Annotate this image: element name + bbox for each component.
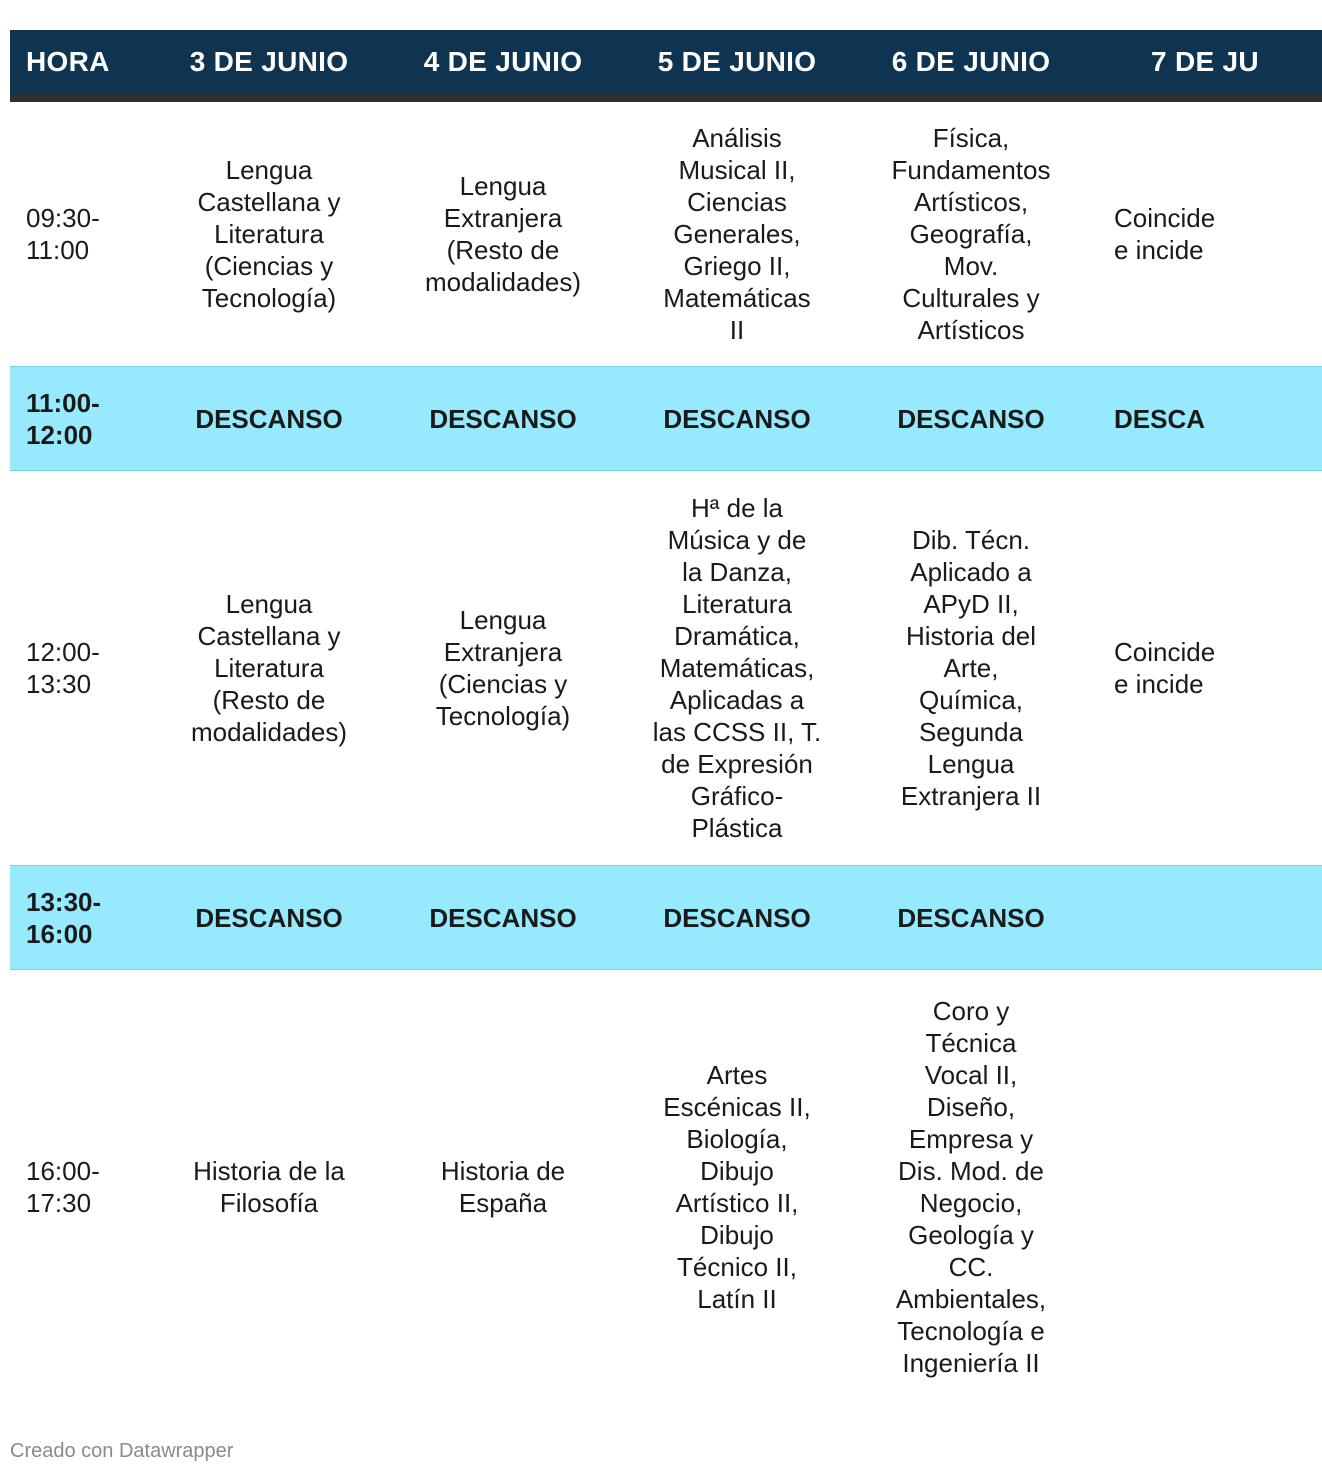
exam-cell: Historia de la Filosofía — [193, 1156, 345, 1218]
time-cell: 16:00- 17:30 — [26, 1156, 100, 1218]
exam-cell: Coincide e incide — [1114, 203, 1216, 265]
exam-schedule-table — [10, 30, 1322, 1404]
exam-cell: Historia de España — [440, 1156, 566, 1218]
table-row — [10, 970, 1322, 1405]
table-row — [10, 471, 1322, 866]
break-cell: DESCANSO — [152, 367, 386, 471]
break-cell: DESCANSO — [386, 866, 620, 970]
break-cell: DESCANSO — [620, 367, 854, 471]
exam-cell: Lengua Extranjera (Resto de modalidades) — [424, 171, 582, 297]
exam-cell: Hª de la Música y de la Danza, Literatura Dramática, Matemáticas, Aplicadas a las CCSS II, T. de Expresión Gráfico- Plástica — [652, 493, 822, 843]
column-header-day: 5 DE JUNIO — [620, 30, 854, 98]
break-cell: DESCA — [1088, 367, 1322, 471]
datawrapper-credit: Creado con Datawrapper — [10, 1440, 234, 1462]
exam-cell: Lengua Extranjera (Ciencias y Tecnología) — [435, 605, 571, 731]
break-cell: DESCANSO — [854, 866, 1088, 970]
table-row — [10, 98, 1322, 367]
exam-cell: Física, Fundamentos Artísticos, Geografía, Mov. Culturales y Artísticos — [891, 123, 1051, 345]
exam-cell: Análisis Musical II, Ciencias Generales, Griego II, Matemáticas II — [663, 123, 811, 345]
header-row — [10, 30, 1322, 98]
column-header-day: 6 DE JUNIO — [854, 30, 1088, 98]
exam-cell: Coro y Técnica Vocal II, Diseño, Empresa y Dis. Mod. de Negocio, Geología y CC. Ambientales, Tecnología e Ingeniería II — [895, 996, 1047, 1378]
time-cell: 13:30- 16:00 — [10, 866, 152, 970]
break-cell: DESCANSO — [152, 866, 386, 970]
break-cell: DESCANSO — [620, 866, 854, 970]
exam-cell: Lengua Castellana y Literatura (Ciencias y Tecnología) — [197, 155, 341, 313]
exam-cell: Artes Escénicas II, Biología, Dibujo Artístico II, Dibujo Técnico II, Latín II — [663, 1060, 811, 1314]
time-cell: 09:30- 11:00 — [26, 203, 100, 265]
break-row — [10, 866, 1322, 970]
time-cell: 12:00- 13:30 — [26, 637, 100, 699]
column-header-day: 3 DE JUNIO — [152, 30, 386, 98]
column-header-day: 7 DE JU — [1088, 30, 1322, 98]
exam-cell: Coincide e incide — [1114, 637, 1216, 699]
exam-cell — [1088, 970, 1322, 1405]
break-cell — [1088, 866, 1322, 970]
break-row — [10, 367, 1322, 471]
column-header-hora: HORA — [10, 30, 152, 98]
exam-cell: Lengua Castellana y Literatura (Resto de modalidades) — [190, 589, 348, 747]
column-header-day: 4 DE JUNIO — [386, 30, 620, 98]
table-scroll-container[interactable] — [10, 30, 1259, 1410]
break-cell: DESCANSO — [386, 367, 620, 471]
exam-cell: Dib. Técn. Aplicado a APyD II, Historia del Arte, Química, Segunda Lengua Extranjera II — [900, 525, 1042, 811]
break-cell: DESCANSO — [854, 367, 1088, 471]
time-cell: 11:00- 12:00 — [10, 367, 152, 471]
